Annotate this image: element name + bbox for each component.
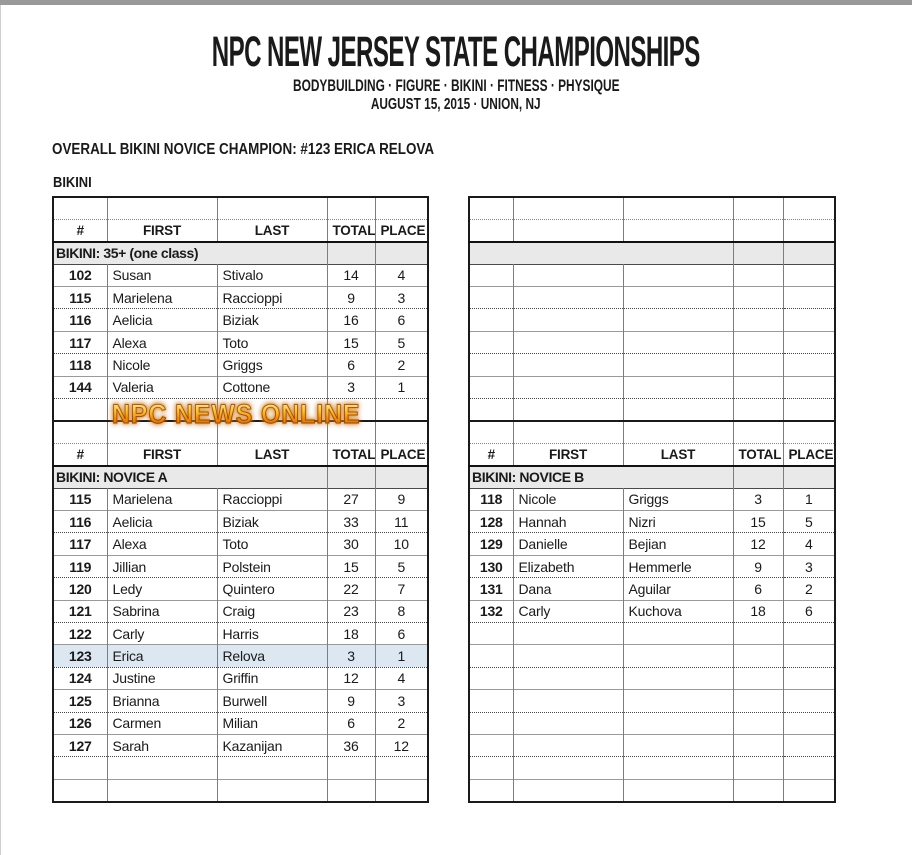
cell-total: 27 (327, 488, 375, 510)
table-row (53, 600, 428, 622)
cell-first: Sabrina (107, 600, 217, 622)
cell-total: 18 (733, 600, 783, 622)
cell-empty (327, 757, 375, 779)
cell-last: Milian (217, 712, 327, 734)
section-title: BIKINI: NOVICE A (56, 469, 168, 486)
table-row (53, 734, 428, 756)
cell-total: 6 (327, 712, 375, 734)
cell-total: 15 (733, 511, 783, 533)
cell-first: Justine (107, 667, 217, 689)
cell-total: 3 (733, 488, 783, 510)
cell-total: 22 (327, 578, 375, 600)
cell-place: 3 (375, 287, 428, 309)
cell-last: Biziak (217, 309, 327, 331)
empty-row (469, 354, 835, 376)
cell-place: 11 (375, 511, 428, 533)
cell-last: Kazanijan (217, 734, 327, 756)
col-header-num: # (76, 446, 84, 462)
cell-place: 5 (783, 511, 835, 533)
cell-empty (513, 264, 623, 286)
cell-empty (783, 690, 835, 712)
cell-empty (469, 376, 513, 398)
cell-empty (217, 757, 327, 779)
col-header-last: LAST (623, 443, 733, 465)
empty-row (469, 376, 835, 398)
table-row (53, 623, 428, 645)
cell-place: 6 (375, 309, 428, 331)
cell-num: 116 (69, 312, 92, 329)
cell-place: 4 (375, 667, 428, 689)
table-row (53, 555, 428, 577)
empty-row (469, 757, 835, 779)
col-header-total: TOTAL (733, 443, 783, 465)
cell-empty (733, 331, 783, 353)
column-header-row (53, 443, 428, 465)
cell-empty (733, 690, 783, 712)
cell-place: 12 (375, 734, 428, 756)
cell-empty (513, 354, 623, 376)
cell-empty (783, 645, 835, 667)
cell-total: 15 (327, 555, 375, 577)
cell-total: 12 (327, 667, 375, 689)
cell-num: 117 (69, 536, 92, 553)
section-title: BIKINI: NOVICE B (472, 469, 584, 486)
cell-empty (783, 354, 835, 376)
event-date-location: AUGUST 15, 2015 · UNION, NJ (371, 96, 541, 114)
cell-last: Aguilar (623, 578, 733, 600)
cell-first: Alexa (107, 533, 217, 555)
cell-first: Valeria (107, 376, 217, 398)
cell-empty (107, 779, 217, 801)
page-header (0, 30, 912, 114)
table-row (469, 555, 835, 577)
empty-row (469, 287, 835, 309)
cell-num: 125 (68, 692, 92, 709)
cell-empty (513, 734, 623, 756)
cell-total: 3 (327, 645, 375, 667)
cell-first: Jillian (107, 555, 217, 577)
cell-last: Raccioppi (217, 287, 327, 309)
cell-place: 2 (375, 354, 428, 376)
cell-empty (513, 757, 623, 779)
spacer-row (469, 421, 835, 443)
page-title: NPC NEW JERSEY STATE CHAMPIONSHIPS (211, 28, 701, 76)
table-row (469, 600, 835, 622)
cell-empty (623, 690, 733, 712)
cell-empty (513, 376, 623, 398)
cell-last: Nizri (623, 511, 733, 533)
cell-num: 119 (69, 558, 92, 575)
cell-first: Carmen (107, 712, 217, 734)
empty-row (469, 690, 835, 712)
cell-empty (733, 264, 783, 286)
cell-place: 3 (375, 690, 428, 712)
page-left-edge (0, 5, 1, 855)
col-header-first: FIRST (513, 443, 623, 465)
cell-empty (513, 399, 623, 421)
table-row (53, 354, 428, 376)
col-header-total: TOTAL (327, 219, 375, 241)
cell-empty (783, 287, 835, 309)
cell-last: Cottone (217, 376, 327, 398)
cell-empty (783, 757, 835, 779)
cell-last: Kuchova (623, 600, 733, 622)
cell-last: Griggs (623, 488, 733, 510)
cell-last: Quintero (217, 578, 327, 600)
cell-empty (469, 309, 513, 331)
cell-place: 9 (375, 488, 428, 510)
cell-empty (513, 287, 623, 309)
section-title: BIKINI: 35+ (one class) (56, 245, 199, 262)
cell-num: 129 (479, 536, 503, 553)
empty-row (469, 309, 835, 331)
empty-row (53, 757, 428, 779)
cell-empty (375, 779, 428, 801)
cell-place: 10 (375, 533, 428, 555)
cell-place: 7 (375, 578, 428, 600)
col-header-last: LAST (217, 443, 327, 465)
cell-empty (733, 667, 783, 689)
cell-empty (623, 264, 733, 286)
cell-num: 116 (69, 513, 92, 530)
cell-empty (783, 376, 835, 398)
cell-num: 127 (68, 737, 92, 754)
cell-first: Carly (513, 600, 623, 622)
cell-num: 122 (68, 625, 92, 642)
cell-num: 124 (68, 670, 92, 687)
cell-num: 102 (68, 267, 92, 284)
cell-empty (623, 757, 733, 779)
cell-empty (733, 712, 783, 734)
cell-empty (733, 734, 783, 756)
cell-empty (469, 757, 513, 779)
cell-empty (513, 690, 623, 712)
results-table-empty (468, 196, 836, 422)
cell-empty (469, 712, 513, 734)
cell-empty (783, 712, 835, 734)
cell-last: Harris (217, 623, 327, 645)
cell-place: 4 (783, 533, 835, 555)
cell-empty (53, 757, 107, 779)
cell-first: Aelicia (107, 511, 217, 533)
cell-empty (783, 331, 835, 353)
cell-empty (469, 623, 513, 645)
empty-row (469, 734, 835, 756)
cell-empty (733, 779, 783, 801)
cell-last: Raccioppi (217, 488, 327, 510)
cell-empty (513, 331, 623, 353)
overall-champion-line: OVERALL BIKINI NOVICE CHAMPION: #123 ERICA RELOVA (52, 141, 435, 158)
cell-num: 130 (479, 558, 503, 575)
table-row (53, 287, 428, 309)
cell-empty (53, 779, 107, 801)
col-header-first: FIRST (107, 219, 217, 241)
col-header-num: # (487, 446, 495, 462)
col-header-last: LAST (217, 219, 327, 241)
cell-empty (469, 287, 513, 309)
cell-last: Griffin (217, 667, 327, 689)
cell-empty (783, 309, 835, 331)
cell-empty (783, 623, 835, 645)
cell-place: 5 (375, 331, 428, 353)
cell-first: Carly (107, 623, 217, 645)
cell-first: Elizabeth (513, 555, 623, 577)
cell-total: 6 (733, 578, 783, 600)
cell-first: Ledy (107, 578, 217, 600)
table-row (53, 667, 428, 689)
cell-num: 118 (480, 491, 503, 508)
cell-empty (469, 734, 513, 756)
col-header-first: FIRST (107, 443, 217, 465)
cell-place: 5 (375, 555, 428, 577)
col-header-place: PLACE (783, 443, 835, 465)
cell-total: 36 (327, 734, 375, 756)
cell-place: 1 (375, 376, 428, 398)
table-row (53, 690, 428, 712)
cell-num: 128 (479, 513, 503, 530)
cell-empty (469, 667, 513, 689)
cell-last: Griggs (217, 354, 327, 376)
cell-last: Relova (217, 645, 327, 667)
cell-empty (513, 309, 623, 331)
col-header-total: TOTAL (327, 443, 375, 465)
cell-empty (733, 623, 783, 645)
table-row (469, 511, 835, 533)
cell-num: 126 (68, 715, 92, 732)
cell-empty (469, 264, 513, 286)
table-row (469, 533, 835, 555)
cell-empty (783, 734, 835, 756)
table-row (53, 511, 428, 533)
cell-empty (469, 645, 513, 667)
results-table-novice-a (52, 420, 429, 803)
cell-empty (623, 667, 733, 689)
cell-empty (623, 331, 733, 353)
cell-first: Sarah (107, 734, 217, 756)
cell-first: Nicole (513, 488, 623, 510)
cell-empty (375, 399, 428, 421)
cell-num: 123 (53, 645, 107, 667)
column-header-row (53, 219, 428, 241)
cell-empty (783, 264, 835, 286)
cell-empty (623, 623, 733, 645)
empty-row (53, 779, 428, 801)
table-row (53, 331, 428, 353)
cell-empty (469, 399, 513, 421)
cell-empty (623, 399, 733, 421)
cell-total: 23 (327, 600, 375, 622)
cell-last: Stivalo (217, 264, 327, 286)
cell-empty (469, 331, 513, 353)
table-row (53, 488, 428, 510)
cell-last: Hemmerle (623, 555, 733, 577)
cell-total: 9 (327, 287, 375, 309)
cell-empty (733, 645, 783, 667)
cell-num: 115 (69, 289, 92, 306)
cell-first: Nicole (107, 354, 217, 376)
cell-place: 1 (783, 488, 835, 510)
page-subtitle: BODYBUILDING · FIGURE · BIKINI · FITNESS · PHYSIQUE (292, 76, 620, 96)
cell-total: 3 (327, 376, 375, 398)
empty-row (469, 264, 835, 286)
cell-num: 121 (68, 603, 92, 620)
cell-empty (513, 779, 623, 801)
cell-empty (513, 645, 623, 667)
cell-empty (623, 779, 733, 801)
cell-empty (513, 667, 623, 689)
cell-num: 132 (479, 603, 503, 620)
cell-empty (623, 309, 733, 331)
cell-place: 6 (783, 600, 835, 622)
cell-first: Hannah (513, 511, 623, 533)
cell-last: Biziak (217, 511, 327, 533)
cell-first: Alexa (107, 331, 217, 353)
cell-empty (783, 779, 835, 801)
empty-row (469, 779, 835, 801)
cell-total: 33 (327, 511, 375, 533)
empty-row (469, 645, 835, 667)
results-table-bikini-35 (52, 196, 429, 422)
cell-empty (623, 645, 733, 667)
cell-total: 6 (327, 354, 375, 376)
cell-empty (469, 779, 513, 801)
empty-row (469, 623, 835, 645)
cell-empty (327, 779, 375, 801)
col-header-num: # (76, 222, 84, 238)
cell-place: 6 (375, 623, 428, 645)
cell-empty (375, 757, 428, 779)
cell-empty (623, 712, 733, 734)
table-row (53, 264, 428, 286)
cell-empty (53, 399, 107, 421)
table-row (53, 376, 428, 398)
section-header-novice-b (469, 466, 835, 488)
col-header-place: PLACE (375, 219, 428, 241)
column-header-row (469, 443, 835, 465)
table-row (53, 578, 428, 600)
table-row (53, 309, 428, 331)
cell-empty (783, 667, 835, 689)
table-row (53, 533, 428, 555)
cell-total: 18 (327, 623, 375, 645)
results-table-novice-b (468, 420, 836, 803)
cell-total: 16 (327, 309, 375, 331)
cell-total: 9 (327, 690, 375, 712)
cell-place: 4 (375, 264, 428, 286)
cell-num: 131 (479, 580, 503, 597)
cell-place: 1 (375, 645, 428, 667)
cell-first: Erica (107, 645, 217, 667)
empty-row (469, 712, 835, 734)
cell-empty (733, 287, 783, 309)
cell-empty (733, 354, 783, 376)
cell-empty (623, 354, 733, 376)
cell-total: 30 (327, 533, 375, 555)
section-header-bikini-35 (53, 242, 428, 264)
cell-total: 9 (733, 555, 783, 577)
cell-num: 120 (68, 580, 92, 597)
cell-first: Brianna (107, 690, 217, 712)
cell-empty (623, 734, 733, 756)
cell-empty (469, 354, 513, 376)
cell-first: Dana (513, 578, 623, 600)
table-row (53, 712, 428, 734)
cell-empty (733, 399, 783, 421)
highlighted-row (53, 645, 428, 667)
cell-total: 15 (327, 331, 375, 353)
cell-first: Susan (107, 264, 217, 286)
section-header-empty (469, 242, 835, 264)
empty-row (469, 667, 835, 689)
cell-first: Aelicia (107, 309, 217, 331)
cell-num: 144 (68, 379, 92, 396)
col-header-place: PLACE (375, 443, 428, 465)
cell-empty (107, 757, 217, 779)
cell-total: 14 (327, 264, 375, 286)
window-top-edge (0, 0, 912, 5)
cell-place: 2 (375, 712, 428, 734)
cell-last: Craig (217, 600, 327, 622)
cell-last: Toto (217, 533, 327, 555)
empty-row (469, 399, 835, 421)
cell-empty (733, 757, 783, 779)
cell-empty (513, 623, 623, 645)
cell-place: 3 (783, 555, 835, 577)
cell-empty (217, 779, 327, 801)
cell-empty (513, 712, 623, 734)
section-header-novice-a (53, 466, 428, 488)
cell-place: 2 (783, 578, 835, 600)
cell-last: Toto (217, 331, 327, 353)
cell-place: 8 (375, 600, 428, 622)
cell-last: Polstein (217, 555, 327, 577)
division-label: BIKINI (53, 174, 92, 191)
cell-num: 118 (69, 356, 92, 373)
spacer-row (53, 197, 428, 219)
cell-empty (733, 376, 783, 398)
cell-first: Danielle (513, 533, 623, 555)
npc-news-online-watermark: NPC NEWS ONLINE (112, 399, 361, 429)
cell-first: Marielena (107, 488, 217, 510)
cell-empty (733, 309, 783, 331)
cell-num: 117 (69, 334, 92, 351)
table-row (469, 578, 835, 600)
cell-empty (623, 287, 733, 309)
cell-last: Bejian (623, 533, 733, 555)
cell-empty (783, 399, 835, 421)
column-header-row-empty (469, 219, 835, 241)
table-row (469, 488, 835, 510)
cell-last: Burwell (217, 690, 327, 712)
empty-row (469, 331, 835, 353)
cell-num: 115 (69, 491, 92, 508)
spacer-row (469, 197, 835, 219)
cell-empty (623, 376, 733, 398)
cell-first: Marielena (107, 287, 217, 309)
cell-empty (469, 690, 513, 712)
cell-total: 12 (733, 533, 783, 555)
